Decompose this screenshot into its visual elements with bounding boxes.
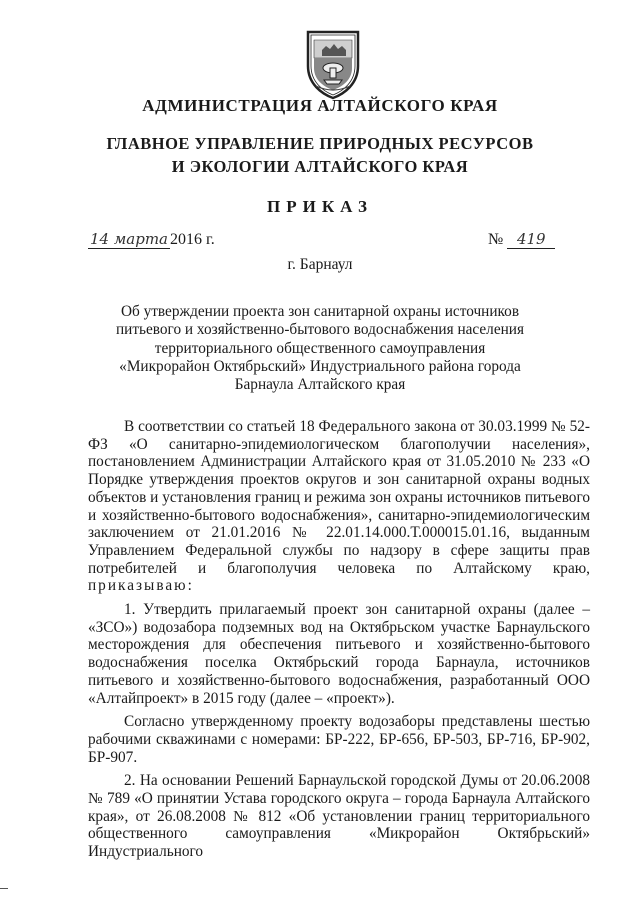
paragraph-item-2: 2. На основании Решений Барнаульской городской Думы от 20.06.2008 № 789 «О принятии Устава городского округа – города Барнаула Алтайского края», от 26.08.2008 № 812 «Об установлении границ территориального общественного самоуправления «Микрорайон Октябрьский» Индустриального — [88, 772, 590, 861]
date-line — [88, 230, 215, 249]
department-title-line2: И ЭКОЛОГИИ АЛТАЙСКОГО КРАЯ — [171, 157, 469, 176]
document-type: ПРИКАЗ — [267, 197, 373, 216]
paragraph-item-1: 1. Утвердить прилагаемый проект зон санитарной охраны (далее – «ЗСО») водозабора подземных вод на Октябрьском участке Барнаульского месторождения для обеспечения питьевого и хозяйственно-бытового водоснабжения поселка Октябрьский города Барнаула, источников питьевого и хозяйственно-бытового водоснабжения, разработанный ООО «Алтайпроект» в 2015 году (далее – «проект»). — [88, 601, 590, 707]
paragraph-wells: Согласно утвержденному проекту водозаборы представлены шестью рабочими скважинами с номерами: БР-222, БР-656, БР-503, БР-716, БР-902, БР-907. — [88, 713, 590, 766]
order-subject: Об утверждении проекта зон санитарной охраны источников питьевого и хозяйственно-бытового водоснабжения населения территориального общественного самоуправления «Микрорайон Октябрьский» Индустриального района города Барнаула Алтайского края — [115, 303, 525, 394]
paragraph-preamble — [88, 418, 590, 595]
number-line — [488, 230, 555, 249]
order-body — [88, 418, 590, 861]
administration-title: АДМИНИСТРАЦИЯ АЛТАЙСКОГО КРАЯ — [142, 96, 498, 115]
number-handwritten: 419 — [507, 230, 555, 249]
scan-edge-mark — [0, 888, 8, 889]
date-handwritten: 14 марта — [90, 230, 169, 248]
department-title-line1: ГЛАВНОЕ УПРАВЛЕНИЕ ПРИРОДНЫХ РЕСУРСОВ — [106, 134, 534, 153]
preamble-text: В соответствии со статьей 18 Федерального закона от 30.03.1999 № 52-ФЗ «О санитарно-эпидемиологическом благополучии населения», постановлением Администрации Алтайского края от 31.05.2010 № 233 «О Порядке утверждения проектов округов и зон санитарной охраны водных объектов и установления границ и режима зон охраны источников питьевого и хозяйственно-бытового водоснабжения», санитарно-эпидемиологическим заключением от 21.01.2016 № 22.01.14.000.Т.000015.01.16, выданным Управлением Федеральной службы по надзору в сфере защиты прав потребителей и благополучия человека по Алтайскому краю, — [88, 418, 590, 577]
altai-krai-coat-of-arms — [300, 28, 366, 100]
date-year: 2016 г. — [170, 231, 215, 248]
order-word: приказываю: — [88, 577, 194, 595]
number-label: № — [488, 231, 504, 248]
city: г. Барнаул — [287, 256, 353, 273]
